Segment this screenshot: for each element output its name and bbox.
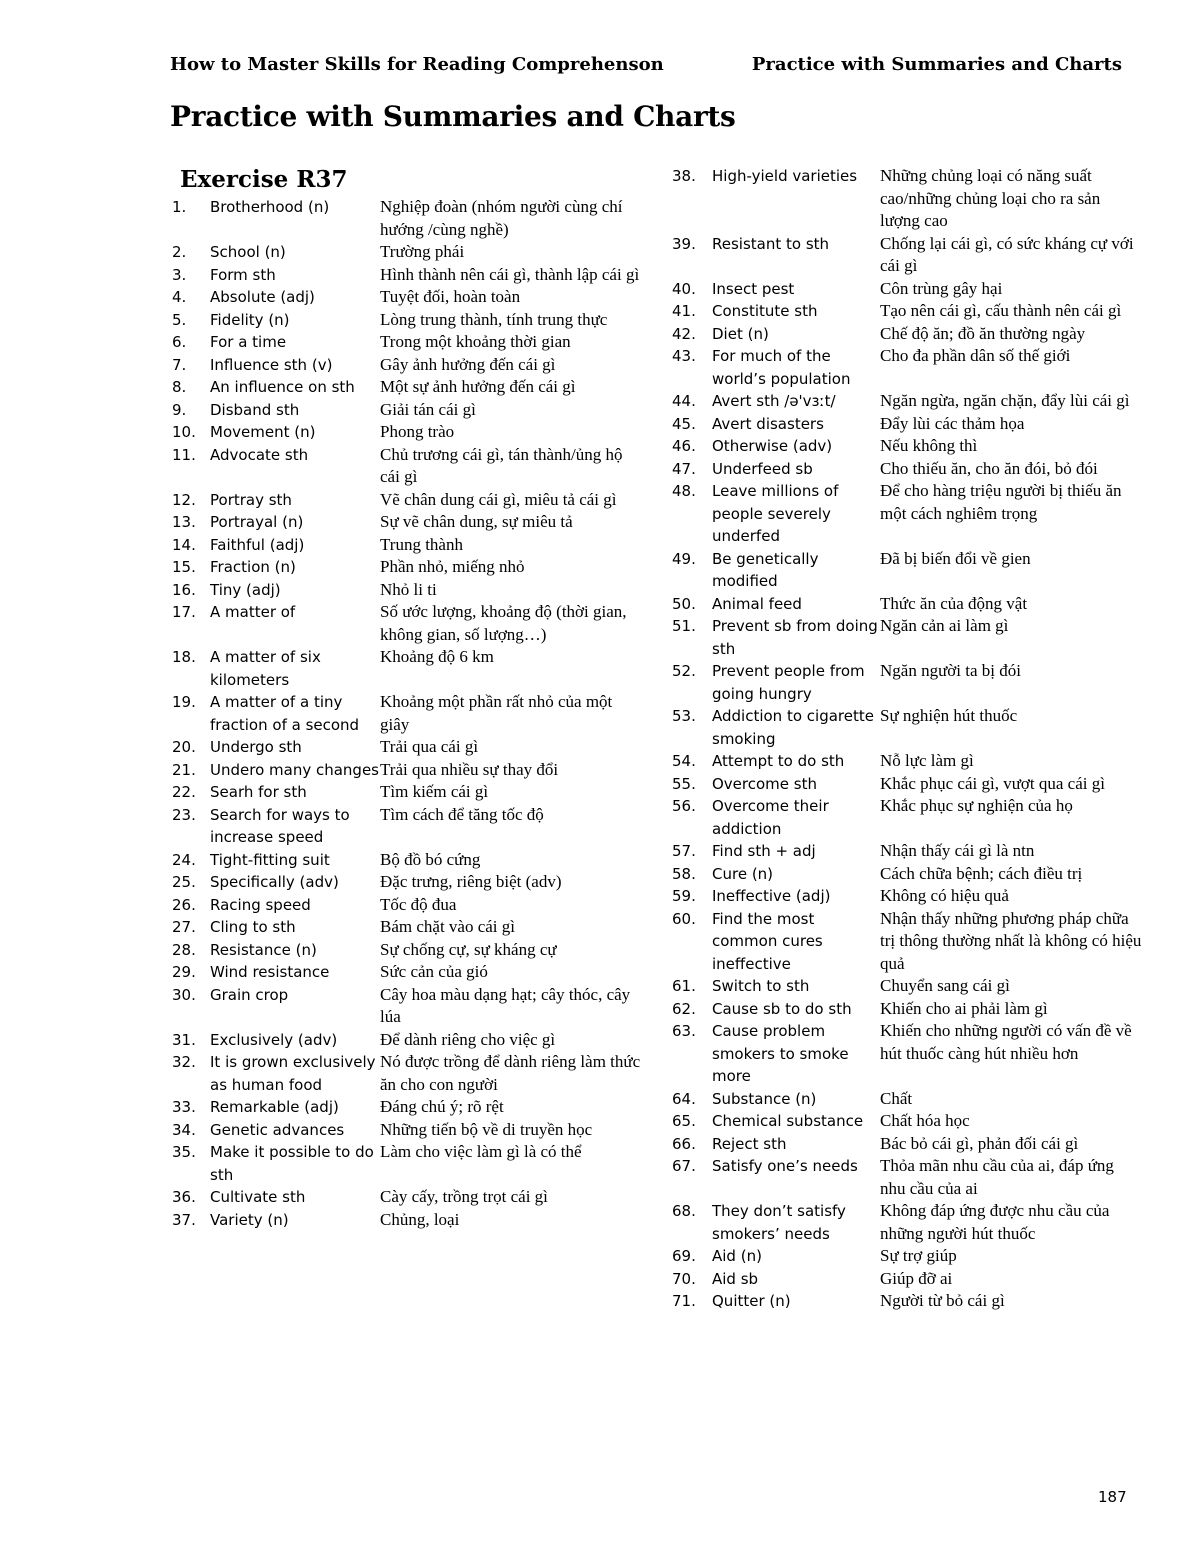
entry-definition: Nghiệp đoàn (nhóm người cùng chí hướng /cùng nghề) bbox=[380, 197, 623, 239]
entry-number: 23. bbox=[172, 805, 196, 824]
entry-term: Exclusively (adv) bbox=[210, 1030, 338, 1049]
vocab-entry bbox=[172, 691, 642, 736]
vocab-entry bbox=[672, 1200, 1142, 1245]
vocab-entry bbox=[172, 489, 642, 512]
entry-term: They don’t satisfy smokers’ needs bbox=[712, 1202, 846, 1243]
entry-definition: Gây ảnh hưởng đến cái gì bbox=[380, 354, 556, 374]
vocab-entry bbox=[672, 458, 1142, 481]
entry-number: 61. bbox=[672, 977, 696, 995]
entry-definition: Ngăn cản ai làm gì bbox=[880, 616, 1009, 635]
entry-term: Remarkable (adj) bbox=[210, 1098, 339, 1116]
entry-definition: Sự nghiện hút thuốc bbox=[880, 706, 1018, 725]
entry-term: Make it possible to do sth bbox=[210, 1143, 374, 1184]
entry-term: Faithful (adj) bbox=[210, 535, 305, 554]
entry-term: Quitter (n) bbox=[712, 1292, 791, 1310]
entry-definition: Chế độ ăn; đồ ăn thường ngày bbox=[880, 323, 1086, 343]
entry-number: 12. bbox=[172, 490, 196, 509]
entry-number: 29. bbox=[172, 963, 196, 981]
entry-number: 62. bbox=[672, 999, 696, 1018]
entry-definition: Cây hoa màu dạng hạt; cây thóc, cây lúa bbox=[380, 984, 631, 1026]
entry-term: Tiny (adj) bbox=[210, 580, 281, 599]
vocab-entry bbox=[172, 1096, 642, 1119]
entry-definition: Khắc phục sự nghiện của họ bbox=[880, 796, 1073, 815]
entry-number: 63. bbox=[672, 1022, 696, 1040]
vocab-entry bbox=[672, 1290, 1142, 1313]
vocab-entry bbox=[172, 759, 642, 782]
entry-definition: Chủ trương cái gì, tán thành/ủng hộ cái gì bbox=[380, 444, 623, 486]
vocab-entry bbox=[672, 435, 1142, 458]
vocab-entry bbox=[172, 1186, 642, 1209]
entry-number: 2. bbox=[172, 243, 187, 261]
vocab-entry bbox=[172, 511, 642, 534]
entry-number: 32. bbox=[172, 1053, 196, 1071]
entry-number: 28. bbox=[172, 940, 196, 959]
vocab-entry bbox=[672, 795, 1142, 840]
vocab-entry bbox=[672, 233, 1142, 278]
entry-term: Prevent people from going hungry bbox=[712, 662, 865, 703]
entry-number: 44. bbox=[672, 392, 696, 410]
entry-term: A matter of six kilometers bbox=[210, 648, 321, 689]
entry-definition: Nếu không thì bbox=[880, 436, 978, 455]
vocab-entry bbox=[172, 1141, 642, 1186]
vocab-entry bbox=[672, 998, 1142, 1021]
entry-number: 36. bbox=[172, 1188, 196, 1206]
entry-term: Movement (n) bbox=[210, 423, 316, 441]
entry-definition: Tạo nên cái gì, cấu thành nên cái gì bbox=[880, 301, 1122, 320]
vocab-entry bbox=[172, 331, 642, 354]
vocab-entry bbox=[172, 286, 642, 309]
entry-term: Avert disasters bbox=[712, 414, 824, 433]
entry-term: Animal feed bbox=[712, 594, 802, 613]
entry-term: Cultivate sth bbox=[210, 1188, 306, 1206]
vocab-entry bbox=[172, 579, 642, 602]
vocab-entry bbox=[672, 1245, 1142, 1268]
entry-definition: Bám chặt vào cái gì bbox=[380, 917, 516, 936]
entry-term: Grain crop bbox=[210, 985, 289, 1004]
entry-number: 51. bbox=[672, 617, 696, 635]
entry-number: 37. bbox=[172, 1210, 196, 1229]
entry-term: Variety (n) bbox=[210, 1210, 289, 1229]
entry-number: 24. bbox=[172, 850, 196, 869]
entry-term: Attempt to do sth bbox=[712, 752, 845, 770]
entry-definition: Chất bbox=[880, 1088, 913, 1108]
entry-number: 11. bbox=[172, 445, 196, 464]
entry-term: Overcome sth bbox=[712, 774, 817, 793]
entry-definition: Cho đa phần dân số thế giới bbox=[880, 346, 1071, 365]
entry-definition: Chuyển sang cái gì bbox=[880, 976, 1010, 995]
entry-term: Overcome their addiction bbox=[712, 797, 829, 838]
entry-number: 64. bbox=[672, 1089, 696, 1108]
vocab-entry bbox=[672, 278, 1142, 301]
entry-definition: Trong một khoảng thời gian bbox=[380, 332, 571, 351]
vocab-entry bbox=[172, 984, 642, 1029]
entry-definition: Sức cản của gió bbox=[380, 962, 488, 981]
vocab-entry bbox=[672, 323, 1142, 346]
entry-term: Cling to sth bbox=[210, 918, 296, 936]
entry-term: Aid (n) bbox=[712, 1247, 762, 1265]
vocab-entry bbox=[672, 548, 1142, 593]
entry-term: Find sth + adj bbox=[712, 842, 816, 860]
entry-term: Fraction (n) bbox=[210, 558, 296, 576]
entry-definition: Ngăn ngừa, ngăn chặn, đẩy lùi cái gì bbox=[880, 391, 1130, 410]
entry-definition: Cho thiếu ăn, cho ăn đói, bỏ đói bbox=[880, 458, 1098, 478]
vocab-entry bbox=[672, 480, 1142, 548]
entry-number: 70. bbox=[672, 1269, 696, 1288]
entry-definition: Phong trào bbox=[380, 422, 455, 441]
entry-definition: Bác bỏ cái gì, phản đối cái gì bbox=[880, 1133, 1079, 1153]
entry-number: 67. bbox=[672, 1157, 696, 1175]
vocab-entry bbox=[172, 961, 642, 984]
running-header-right: Practice with Summaries and Charts bbox=[751, 54, 1122, 75]
vocab-entry bbox=[672, 1268, 1142, 1291]
entry-term: Influence sth (v) bbox=[210, 355, 333, 374]
entry-definition: Khắc phục cái gì, vượt qua cái gì bbox=[880, 773, 1105, 793]
entry-definition: Một sự ảnh hưởng đến cái gì bbox=[380, 377, 576, 396]
vocab-entry bbox=[672, 1155, 1142, 1200]
entry-definition: Chủng, loại bbox=[380, 1209, 460, 1229]
entry-definition: Trải qua nhiều sự thay đổi bbox=[380, 759, 559, 779]
entry-number: 69. bbox=[672, 1247, 696, 1265]
entry-term: Resistant to sth bbox=[712, 234, 830, 253]
entry-term: Absolute (adj) bbox=[210, 288, 315, 306]
entry-term: Reject sth bbox=[712, 1134, 787, 1153]
entry-definition: Khiến cho ai phải làm gì bbox=[880, 998, 1048, 1018]
entry-term: Advocate sth bbox=[210, 445, 309, 464]
exercise-title: Exercise R37 bbox=[180, 166, 348, 193]
entry-definition: Cách chữa bệnh; cách điều trị bbox=[880, 863, 1083, 883]
entry-term: Cause sb to do sth bbox=[712, 999, 852, 1018]
entry-number: 8. bbox=[172, 378, 187, 396]
entry-definition: Thỏa mãn nhu cầu của ai, đáp ứng nhu cầu của ai bbox=[880, 1156, 1114, 1198]
entry-number: 47. bbox=[672, 459, 696, 478]
entry-term: Leave millions of people severely underfed bbox=[712, 482, 839, 545]
entry-number: 15. bbox=[172, 558, 196, 576]
entry-number: 38. bbox=[672, 167, 696, 185]
entry-number: 22. bbox=[172, 783, 196, 801]
entry-number: 59. bbox=[672, 887, 696, 905]
entry-definition: Khiến cho những người có vấn đề về hút thuốc càng hút nhiều hơn bbox=[880, 1021, 1132, 1063]
entry-definition: Tìm cách để tăng tốc độ bbox=[380, 804, 544, 824]
entry-term: Genetic advances bbox=[210, 1120, 345, 1139]
entry-definition: Số ước lượng, khoảng độ (thời gian, không gian, số lượng…) bbox=[380, 602, 627, 644]
entry-definition: Vẽ chân dung cái gì, miêu tả cái gì bbox=[380, 489, 617, 509]
vocab-entry bbox=[672, 773, 1142, 796]
vocab-entry bbox=[672, 1110, 1142, 1133]
entry-number: 17. bbox=[172, 603, 196, 621]
entry-term: Prevent sb from doing sth bbox=[712, 617, 878, 658]
vocab-entry bbox=[672, 660, 1142, 705]
entry-term: Specifically (adv) bbox=[210, 873, 339, 891]
entry-number: 18. bbox=[172, 648, 196, 666]
entry-number: 45. bbox=[672, 414, 696, 433]
entry-number: 30. bbox=[172, 985, 196, 1004]
vocab-entry bbox=[172, 646, 642, 691]
vocab-entry bbox=[672, 705, 1142, 750]
entry-number: 4. bbox=[172, 288, 187, 306]
vocab-list-left bbox=[172, 196, 642, 1231]
running-header-left: How to Master Skills for Reading Comprehenson bbox=[170, 54, 664, 75]
vocab-entry bbox=[172, 939, 642, 962]
entry-term: Be genetically modified bbox=[712, 549, 819, 590]
entry-definition: Đã bị biến đổi về gien bbox=[880, 548, 1031, 568]
vocab-entry bbox=[172, 241, 642, 264]
entry-definition: Không có hiệu quả bbox=[880, 886, 1009, 905]
entry-term: It is grown exclusively as human food bbox=[210, 1053, 376, 1094]
entry-number: 13. bbox=[172, 513, 196, 531]
entry-term: Disband sth bbox=[210, 400, 300, 419]
vocab-entry bbox=[672, 165, 1142, 233]
vocab-entry bbox=[172, 196, 642, 241]
entry-definition: Lòng trung thành, tính trung thực bbox=[380, 309, 608, 329]
vocab-entry bbox=[172, 444, 642, 489]
vocab-entry bbox=[172, 1209, 642, 1232]
entry-term: Searh for sth bbox=[210, 783, 307, 801]
entry-definition: Nó được trồng để dành riêng làm thức ăn cho con người bbox=[380, 1052, 641, 1094]
entry-term: Tight-fitting suit bbox=[210, 850, 330, 869]
entry-definition: Nỗ lực làm gì bbox=[880, 751, 974, 770]
entry-term: Undergo sth bbox=[210, 738, 302, 756]
entry-term: For a time bbox=[210, 333, 287, 351]
entry-term: Portray sth bbox=[210, 490, 292, 509]
entry-number: 54. bbox=[672, 752, 696, 770]
entry-number: 6. bbox=[172, 333, 187, 351]
entry-definition: Bộ đồ bó cứng bbox=[380, 849, 481, 869]
entry-term: Insect pest bbox=[712, 279, 795, 298]
entry-number: 65. bbox=[672, 1112, 696, 1130]
entry-number: 39. bbox=[672, 234, 696, 253]
vocab-entry bbox=[672, 615, 1142, 660]
entry-number: 5. bbox=[172, 310, 187, 329]
vocab-entry bbox=[172, 556, 642, 579]
entry-definition: Tốc độ đua bbox=[380, 894, 457, 914]
entry-term: A matter of bbox=[210, 603, 296, 621]
vocab-list-right bbox=[672, 165, 1142, 1313]
vocab-entry bbox=[172, 399, 642, 422]
entry-number: 20. bbox=[172, 738, 196, 756]
entry-number: 52. bbox=[672, 662, 696, 680]
entry-definition: Sự vẽ chân dung, sự miêu tả bbox=[380, 512, 573, 531]
vocab-entry bbox=[672, 1020, 1142, 1088]
entry-term: Addiction to cigarette smoking bbox=[712, 707, 874, 748]
vocab-entry bbox=[172, 804, 642, 849]
entry-definition: Đặc trưng, riêng biệt (adv) bbox=[380, 872, 562, 891]
entry-definition: Trung thành bbox=[380, 534, 463, 554]
entry-definition: Để dành riêng cho việc gì bbox=[380, 1029, 556, 1049]
entry-definition: Trường phái bbox=[380, 242, 465, 261]
entry-number: 26. bbox=[172, 895, 196, 914]
entry-number: 35. bbox=[172, 1143, 196, 1161]
entry-term: Underfeed sb bbox=[712, 459, 813, 478]
entry-term: Aid sb bbox=[712, 1269, 759, 1288]
vocab-entry bbox=[672, 908, 1142, 976]
entry-term: Search for ways to increase speed bbox=[210, 805, 350, 846]
entry-term: Satisfy one’s needs bbox=[712, 1157, 858, 1175]
vocab-entry bbox=[172, 894, 642, 917]
vocab-entry bbox=[672, 750, 1142, 773]
entry-number: 16. bbox=[172, 580, 196, 599]
entry-definition: Đáng chú ý; rõ rệt bbox=[380, 1097, 504, 1116]
entry-number: 9. bbox=[172, 400, 187, 419]
entry-term: Cure (n) bbox=[712, 864, 774, 883]
entry-term: Undero many changes bbox=[210, 760, 379, 779]
entry-number: 3. bbox=[172, 265, 187, 284]
entry-term: Chemical substance bbox=[712, 1112, 864, 1130]
entry-definition: Chống lại cái gì, có sức kháng cự với cái gì bbox=[880, 233, 1134, 275]
entry-term: Racing speed bbox=[210, 895, 311, 914]
vocab-entry bbox=[172, 871, 642, 894]
entry-definition: Người từ bỏ cái gì bbox=[880, 1291, 1005, 1310]
entry-term: An influence on sth bbox=[210, 378, 355, 396]
entry-term: Ineffective (adj) bbox=[712, 887, 831, 905]
entry-term: Otherwise (adv) bbox=[712, 437, 833, 455]
entry-term: Portrayal (n) bbox=[210, 513, 304, 531]
entry-number: 42. bbox=[672, 324, 696, 343]
entry-term: Resistance (n) bbox=[210, 940, 317, 959]
entry-definition: Hình thành nên cái gì, thành lập cái gì bbox=[380, 264, 640, 284]
vocab-entry bbox=[672, 840, 1142, 863]
entry-number: 19. bbox=[172, 693, 196, 711]
entry-definition: Khoảng một phần rất nhỏ của một giây bbox=[380, 692, 613, 734]
vocab-entry bbox=[172, 354, 642, 377]
vocab-entry bbox=[172, 1029, 642, 1052]
entry-number: 60. bbox=[672, 909, 696, 928]
entry-term: Constitute sth bbox=[712, 302, 818, 320]
entry-term: Fidelity (n) bbox=[210, 310, 290, 329]
entry-number: 27. bbox=[172, 918, 196, 936]
vocab-entry bbox=[672, 593, 1142, 616]
vocab-entry bbox=[672, 413, 1142, 436]
vocab-entry bbox=[672, 345, 1142, 390]
page-title: Practice with Summaries and Charts bbox=[170, 100, 736, 133]
entry-number: 58. bbox=[672, 864, 696, 883]
vocab-entry bbox=[672, 863, 1142, 886]
entry-number: 46. bbox=[672, 437, 696, 455]
entry-definition: Những chủng loại có năng suất cao/những chủng loại cho ra sản lượng cao bbox=[880, 166, 1101, 230]
vocab-entry bbox=[172, 309, 642, 332]
entry-number: 33. bbox=[172, 1098, 196, 1116]
vocab-entry bbox=[172, 421, 642, 444]
entry-term: Brotherhood (n) bbox=[210, 198, 330, 216]
vocab-entry bbox=[172, 376, 642, 399]
entry-number: 68. bbox=[672, 1202, 696, 1220]
entry-number: 48. bbox=[672, 482, 696, 500]
entry-number: 53. bbox=[672, 707, 696, 725]
entry-term: Cause problem smokers to smoke more bbox=[712, 1022, 849, 1085]
vocab-entry bbox=[672, 300, 1142, 323]
vocab-entry bbox=[672, 390, 1142, 413]
entry-number: 21. bbox=[172, 760, 196, 779]
entry-term: For much of the world’s population bbox=[712, 347, 851, 388]
entry-definition: Sự chống cự, sự kháng cự bbox=[380, 939, 557, 959]
vocab-entry bbox=[172, 736, 642, 759]
entry-number: 14. bbox=[172, 535, 196, 554]
entry-definition: Khoảng độ 6 km bbox=[380, 647, 494, 666]
vocab-entry bbox=[672, 1088, 1142, 1111]
entry-definition: Cày cấy, trồng trọt cái gì bbox=[380, 1187, 548, 1206]
entry-number: 31. bbox=[172, 1030, 196, 1049]
entry-number: 66. bbox=[672, 1134, 696, 1153]
entry-number: 57. bbox=[672, 842, 696, 860]
vocab-entry bbox=[172, 601, 642, 646]
entry-term: Form sth bbox=[210, 265, 276, 284]
entry-number: 34. bbox=[172, 1120, 196, 1139]
vocab-entry bbox=[172, 781, 642, 804]
vocab-entry bbox=[672, 975, 1142, 998]
entry-number: 10. bbox=[172, 423, 196, 441]
vocab-entry bbox=[172, 916, 642, 939]
entry-definition: Tuyệt đối, hoàn toàn bbox=[380, 287, 521, 306]
entry-term: Find the most common cures ineffective bbox=[712, 909, 823, 973]
entry-number: 41. bbox=[672, 302, 696, 320]
entry-definition: Phần nhỏ, miếng nhỏ bbox=[380, 557, 525, 576]
entry-definition: Nhận thấy cái gì là ntn bbox=[880, 841, 1035, 860]
entry-definition: Trải qua cái gì bbox=[380, 737, 479, 756]
entry-definition: Làm cho việc làm gì là có thể bbox=[380, 1142, 582, 1161]
entry-definition: Thức ăn của động vật bbox=[880, 593, 1028, 613]
vocab-entry bbox=[172, 1119, 642, 1142]
entry-term: A matter of a tiny fraction of a second bbox=[210, 693, 360, 734]
entry-definition: Giải tán cái gì bbox=[380, 399, 476, 419]
entry-definition: Để cho hàng triệu người bị thiếu ăn một cách nghiêm trọng bbox=[880, 481, 1122, 523]
entry-definition: Sự trợ giúp bbox=[880, 1246, 957, 1265]
entry-term: School (n) bbox=[210, 243, 286, 261]
page-number: 187 bbox=[1098, 1488, 1127, 1506]
entry-number: 49. bbox=[672, 549, 696, 568]
vocab-entry bbox=[172, 264, 642, 287]
entry-definition: Đẩy lùi các thảm họa bbox=[880, 413, 1025, 433]
entry-definition: Những tiến bộ về di truyền học bbox=[380, 1119, 593, 1139]
vocab-entry bbox=[172, 534, 642, 557]
vocab-entry bbox=[172, 1051, 642, 1096]
entry-term: Switch to sth bbox=[712, 977, 810, 995]
entry-number: 71. bbox=[672, 1292, 696, 1310]
vocab-entry bbox=[172, 849, 642, 872]
entry-definition: Côn trùng gây hại bbox=[880, 278, 1003, 298]
entry-term: Substance (n) bbox=[712, 1089, 817, 1108]
entry-number: 50. bbox=[672, 594, 696, 613]
entry-definition: Nhận thấy những phương pháp chữa trị thông thường nhất là không có hiệu quả bbox=[880, 908, 1142, 973]
entry-number: 1. bbox=[172, 198, 187, 216]
entry-definition: Không đáp ứng được nhu cầu của những người hút thuốc bbox=[880, 1201, 1110, 1243]
entry-definition: Chất hóa học bbox=[880, 1111, 970, 1130]
entry-definition: Ngăn người ta bị đói bbox=[880, 661, 1021, 680]
entry-term: Diet (n) bbox=[712, 324, 769, 343]
vocab-entry bbox=[672, 1133, 1142, 1156]
entry-number: 56. bbox=[672, 797, 696, 815]
entry-term: High-yield varieties bbox=[712, 167, 858, 185]
entry-number: 25. bbox=[172, 873, 196, 891]
entry-number: 55. bbox=[672, 774, 696, 793]
entry-number: 40. bbox=[672, 279, 696, 298]
entry-definition: Giúp đỡ ai bbox=[880, 1268, 953, 1288]
entry-term: Wind resistance bbox=[210, 963, 330, 981]
entry-term: Avert sth /ə'vɜːt/ bbox=[712, 392, 836, 410]
entry-number: 43. bbox=[672, 347, 696, 365]
entry-definition: Tìm kiếm cái gì bbox=[380, 782, 489, 801]
entry-definition: Nhỏ li ti bbox=[380, 579, 437, 599]
vocab-entry bbox=[672, 885, 1142, 908]
entry-number: 7. bbox=[172, 355, 187, 374]
